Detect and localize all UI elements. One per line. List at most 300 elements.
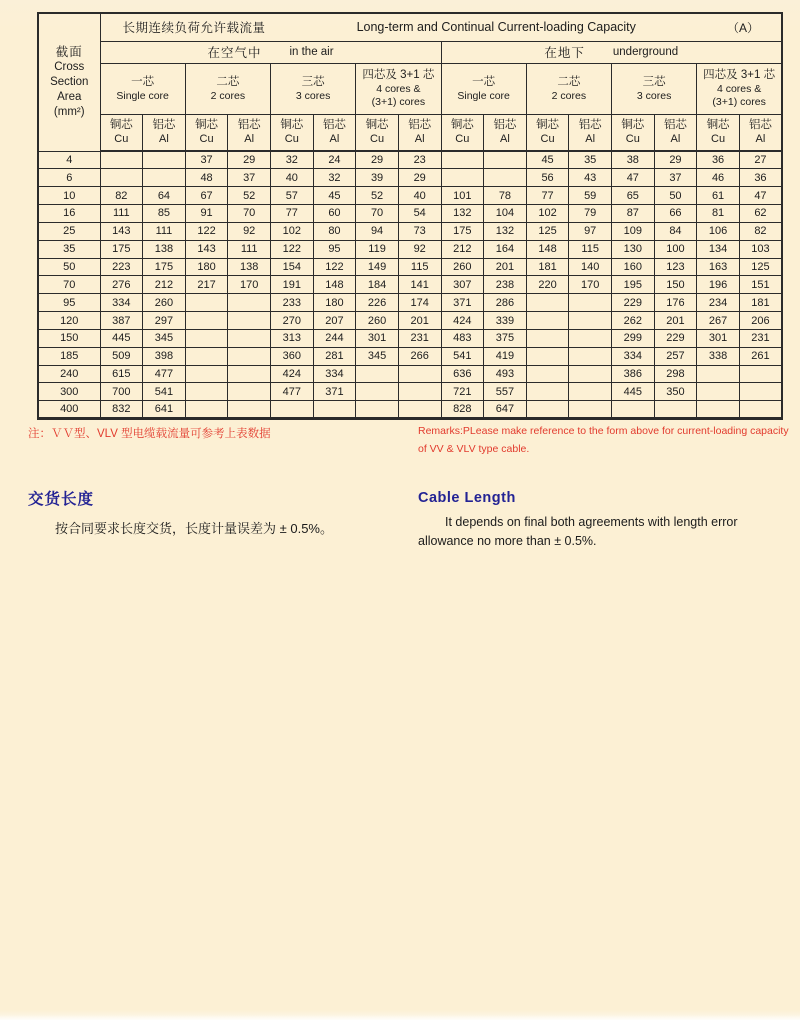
capacity-value: 371 xyxy=(313,383,356,401)
capacity-value: 386 xyxy=(612,365,655,383)
capacity-value: 615 xyxy=(100,365,143,383)
capacity-value: 37 xyxy=(185,151,228,169)
cross-section-value: 95 xyxy=(38,294,100,312)
cross-section-value: 4 xyxy=(38,151,100,169)
table-row xyxy=(38,365,782,383)
capacity-value: 67 xyxy=(185,187,228,205)
core-type-label-cn: 一芯 xyxy=(131,75,155,88)
capacity-value: 148 xyxy=(313,276,356,294)
conductor-label-en: Al xyxy=(159,133,169,146)
conductor-label-cn: 铜芯 xyxy=(621,119,645,132)
capacity-value: 79 xyxy=(569,205,612,223)
capacity-value: 261 xyxy=(739,347,782,365)
conductor-label-en: Cu xyxy=(370,133,385,146)
capacity-value: 29 xyxy=(356,151,399,169)
conductor-label-cn: 铝芯 xyxy=(578,119,602,132)
capacity-value: 700 xyxy=(100,383,143,401)
conductor-header xyxy=(398,114,441,151)
capacity-value xyxy=(569,401,612,419)
capacity-value: 115 xyxy=(398,258,441,276)
capacity-value: 206 xyxy=(739,312,782,330)
capacity-value xyxy=(526,383,569,401)
capacity-value: 141 xyxy=(398,276,441,294)
cross-section-value: 150 xyxy=(38,329,100,347)
core-type-header xyxy=(271,63,356,114)
capacity-value: 102 xyxy=(526,205,569,223)
core-type-label-en: (3+1) cores xyxy=(712,96,766,108)
capacity-value: 52 xyxy=(356,187,399,205)
capacity-value: 175 xyxy=(100,240,143,258)
table-title-en: Long-term and Continual Current-loading Capacity xyxy=(356,20,636,35)
capacity-value: 424 xyxy=(441,312,484,330)
capacity-value xyxy=(526,365,569,383)
capacity-value: 262 xyxy=(612,312,655,330)
capacity-value: 298 xyxy=(654,365,697,383)
conductor-header xyxy=(654,114,697,151)
core-type-label-cn: 三芯 xyxy=(642,75,666,88)
env-air-en: in the air xyxy=(289,46,334,58)
capacity-value: 281 xyxy=(313,347,356,365)
conductor-header xyxy=(697,114,740,151)
capacity-value xyxy=(398,383,441,401)
core-type-label-en: 2 cores xyxy=(210,89,246,102)
capacity-value: 143 xyxy=(185,240,228,258)
cross-section-value: 50 xyxy=(38,258,100,276)
capacity-value: 70 xyxy=(228,205,271,223)
cross-section-value: 10 xyxy=(38,187,100,205)
capacity-value: 229 xyxy=(654,329,697,347)
cross-section-value: 300 xyxy=(38,383,100,401)
capacity-value: 56 xyxy=(526,169,569,187)
capacity-value: 212 xyxy=(441,240,484,258)
capacity-value: 170 xyxy=(228,276,271,294)
remarks-en-line1: Remarks:PLease make reference to the form above for current-loading capacity xyxy=(418,425,789,437)
capacity-table xyxy=(37,12,783,420)
conductor-label-cn: 铜芯 xyxy=(195,119,219,132)
capacity-value: 375 xyxy=(484,329,527,347)
capacity-value: 175 xyxy=(441,222,484,240)
core-type-label-cn: 四芯及 3+1 芯 xyxy=(362,69,435,81)
capacity-value xyxy=(228,401,271,419)
table-title-unit: （A） xyxy=(726,20,759,35)
capacity-value xyxy=(526,401,569,419)
capacity-value: 541 xyxy=(441,347,484,365)
capacity-value: 106 xyxy=(697,222,740,240)
conductor-header xyxy=(484,114,527,151)
capacity-value: 82 xyxy=(100,187,143,205)
page-bottom-edge xyxy=(0,1015,800,1020)
table-row xyxy=(38,151,782,169)
conductor-label-en: Al xyxy=(670,133,681,146)
capacity-value xyxy=(569,347,612,365)
capacity-value: 119 xyxy=(356,240,399,258)
core-type-label-en: (3+1) cores xyxy=(371,96,426,108)
conductor-label-cn: 铜芯 xyxy=(109,119,133,132)
capacity-value: 180 xyxy=(185,258,228,276)
cross-section-unit: (mm²) xyxy=(53,105,85,118)
capacity-value xyxy=(654,401,697,419)
capacity-value: 175 xyxy=(143,258,186,276)
capacity-value: 104 xyxy=(484,205,527,223)
capacity-value: 828 xyxy=(441,401,484,419)
table-row xyxy=(38,347,782,365)
capacity-value: 143 xyxy=(100,222,143,240)
capacity-value: 641 xyxy=(143,401,186,419)
core-type-label-cn: 一芯 xyxy=(472,75,496,88)
capacity-value: 59 xyxy=(569,187,612,205)
env-air-header xyxy=(100,41,441,63)
capacity-value: 260 xyxy=(441,258,484,276)
capacity-value: 122 xyxy=(271,240,314,258)
conductor-label-en: Al xyxy=(414,133,425,146)
conductor-label-en: Al xyxy=(244,133,255,146)
capacity-value: 181 xyxy=(526,258,569,276)
capacity-value xyxy=(569,383,612,401)
conductor-header xyxy=(100,114,143,151)
conductor-label-cn: 铜芯 xyxy=(280,119,304,132)
capacity-value: 95 xyxy=(313,240,356,258)
capacity-value: 350 xyxy=(654,383,697,401)
capacity-value: 184 xyxy=(356,276,399,294)
capacity-value: 125 xyxy=(739,258,782,276)
capacity-value xyxy=(356,401,399,419)
capacity-value xyxy=(185,329,228,347)
table-row xyxy=(38,222,782,240)
capacity-value: 73 xyxy=(398,222,441,240)
env-air-cn: 在空气中 xyxy=(207,46,262,60)
capacity-value: 721 xyxy=(441,383,484,401)
cable-length-title-cn: 交货长度 xyxy=(28,491,95,508)
cross-section-value: 35 xyxy=(38,240,100,258)
capacity-value xyxy=(569,312,612,330)
capacity-value: 220 xyxy=(526,276,569,294)
table-row xyxy=(38,276,782,294)
core-type-label-cn: 二芯 xyxy=(557,75,581,88)
capacity-value: 138 xyxy=(143,240,186,258)
conductor-label-en: Cu xyxy=(284,133,299,146)
capacity-value: 50 xyxy=(654,187,697,205)
core-type-header xyxy=(612,63,697,114)
core-type-label-en: 2 cores xyxy=(551,89,587,102)
capacity-value xyxy=(526,347,569,365)
capacity-value: 70 xyxy=(356,205,399,223)
capacity-value xyxy=(398,401,441,419)
capacity-value: 64 xyxy=(143,187,186,205)
core-type-header xyxy=(441,63,526,114)
cross-section-value: 6 xyxy=(38,169,100,187)
conductor-header xyxy=(185,114,228,151)
capacity-value: 445 xyxy=(100,329,143,347)
capacity-value: 229 xyxy=(612,294,655,312)
capacity-value: 82 xyxy=(739,222,782,240)
capacity-value: 132 xyxy=(441,205,484,223)
capacity-value xyxy=(612,401,655,419)
capacity-value: 509 xyxy=(100,347,143,365)
capacity-value: 270 xyxy=(271,312,314,330)
capacity-value: 39 xyxy=(356,169,399,187)
capacity-value: 299 xyxy=(612,329,655,347)
remarks-en-line2: of VV & VLV type cable. xyxy=(418,443,530,455)
capacity-value: 164 xyxy=(484,240,527,258)
capacity-value xyxy=(356,383,399,401)
capacity-value: 103 xyxy=(739,240,782,258)
capacity-value xyxy=(697,365,740,383)
conductor-header-row xyxy=(38,114,782,151)
capacity-value xyxy=(100,169,143,187)
capacity-value: 40 xyxy=(271,169,314,187)
note-cn: 注：ＶＶ型、VLV 型电缆载流量可参考上表数据 xyxy=(28,428,271,440)
env-underground-en: underground xyxy=(612,46,679,58)
capacity-value: 339 xyxy=(484,312,527,330)
capacity-value xyxy=(185,383,228,401)
conductor-label-cn: 铝芯 xyxy=(408,119,432,132)
capacity-value: 35 xyxy=(569,151,612,169)
capacity-value: 115 xyxy=(569,240,612,258)
capacity-value: 37 xyxy=(654,169,697,187)
capacity-value: 134 xyxy=(697,240,740,258)
capacity-value: 111 xyxy=(100,205,143,223)
conductor-header xyxy=(356,114,399,151)
capacity-value: 195 xyxy=(612,276,655,294)
core-type-label-cn: 四芯及 3+1 芯 xyxy=(703,69,776,81)
capacity-value: 57 xyxy=(271,187,314,205)
capacity-value: 387 xyxy=(100,312,143,330)
capacity-value: 81 xyxy=(697,205,740,223)
conductor-header xyxy=(441,114,484,151)
conductor-label-cn: 铜芯 xyxy=(706,119,730,132)
conductor-header xyxy=(313,114,356,151)
capacity-value: 201 xyxy=(654,312,697,330)
capacity-value: 77 xyxy=(526,187,569,205)
capacity-value: 65 xyxy=(612,187,655,205)
capacity-value: 87 xyxy=(612,205,655,223)
capacity-value: 260 xyxy=(143,294,186,312)
capacity-value: 80 xyxy=(313,222,356,240)
conductor-header xyxy=(739,114,782,151)
capacity-value: 92 xyxy=(398,240,441,258)
conductor-label-cn: 铝芯 xyxy=(493,119,517,132)
conductor-label-cn: 铝芯 xyxy=(237,119,261,132)
conductor-header xyxy=(271,114,314,151)
capacity-value xyxy=(185,401,228,419)
capacity-value: 163 xyxy=(697,258,740,276)
cable-length-body-cn: 按合同要求长度交货，长度计量误差为 ± 0.5%。 xyxy=(55,521,333,536)
capacity-value: 201 xyxy=(398,312,441,330)
capacity-value: 231 xyxy=(739,329,782,347)
conductor-header xyxy=(612,114,655,151)
capacity-value: 181 xyxy=(739,294,782,312)
capacity-value: 832 xyxy=(100,401,143,419)
table-row xyxy=(38,240,782,258)
capacity-value: 66 xyxy=(654,205,697,223)
capacity-value xyxy=(398,365,441,383)
capacity-value: 217 xyxy=(185,276,228,294)
capacity-value xyxy=(228,294,271,312)
conductor-label-en: Cu xyxy=(455,133,470,146)
table-row xyxy=(38,258,782,276)
capacity-value: 111 xyxy=(143,222,186,240)
capacity-value: 266 xyxy=(398,347,441,365)
capacity-value: 102 xyxy=(271,222,314,240)
conductor-header xyxy=(228,114,271,151)
cross-section-header xyxy=(38,13,100,151)
capacity-value xyxy=(739,383,782,401)
capacity-value: 43 xyxy=(569,169,612,187)
capacity-table-container xyxy=(37,12,783,420)
capacity-value xyxy=(569,294,612,312)
capacity-value: 493 xyxy=(484,365,527,383)
capacity-value: 260 xyxy=(356,312,399,330)
conductor-label-en: Cu xyxy=(199,133,214,146)
capacity-value: 223 xyxy=(100,258,143,276)
capacity-value: 61 xyxy=(697,187,740,205)
capacity-value xyxy=(185,365,228,383)
core-type-header xyxy=(100,63,185,114)
capacity-value: 125 xyxy=(526,222,569,240)
table-row xyxy=(38,329,782,347)
capacity-value: 201 xyxy=(484,258,527,276)
core-type-label-cn: 三芯 xyxy=(301,75,325,88)
cable-length-body-en-line2: allowance no more than ± 0.5%. xyxy=(418,534,597,548)
capacity-value: 149 xyxy=(356,258,399,276)
capacity-value: 313 xyxy=(271,329,314,347)
conductor-label-en: Cu xyxy=(114,133,129,146)
capacity-value: 29 xyxy=(228,151,271,169)
capacity-value: 424 xyxy=(271,365,314,383)
conductor-label-en: Al xyxy=(755,133,766,146)
core-type-label-en: Single core xyxy=(116,89,169,102)
core-type-header xyxy=(526,63,611,114)
capacity-value: 557 xyxy=(484,383,527,401)
core-type-label-cn: 二芯 xyxy=(216,75,240,88)
capacity-value: 122 xyxy=(313,258,356,276)
capacity-value: 191 xyxy=(271,276,314,294)
table-row xyxy=(38,205,782,223)
capacity-value: 32 xyxy=(313,169,356,187)
capacity-value: 46 xyxy=(697,169,740,187)
capacity-value xyxy=(313,401,356,419)
capacity-value: 97 xyxy=(569,222,612,240)
capacity-value: 94 xyxy=(356,222,399,240)
table-title-row xyxy=(38,13,782,41)
cross-section-value: 25 xyxy=(38,222,100,240)
conductor-label-en: Al xyxy=(329,133,340,146)
capacity-value xyxy=(697,401,740,419)
cross-section-value: 120 xyxy=(38,312,100,330)
capacity-value: 636 xyxy=(441,365,484,383)
conductor-label-cn: 铝芯 xyxy=(322,119,346,132)
capacity-value: 111 xyxy=(228,240,271,258)
capacity-value: 123 xyxy=(654,258,697,276)
table-row xyxy=(38,401,782,419)
capacity-value: 40 xyxy=(398,187,441,205)
capacity-value xyxy=(526,312,569,330)
cross-section-label-en3: Area xyxy=(57,90,82,103)
capacity-value: 180 xyxy=(313,294,356,312)
capacity-value xyxy=(569,365,612,383)
conductor-header xyxy=(526,114,569,151)
capacity-value: 338 xyxy=(697,347,740,365)
cross-section-value: 400 xyxy=(38,401,100,419)
capacity-value: 45 xyxy=(526,151,569,169)
capacity-value: 132 xyxy=(484,222,527,240)
capacity-value: 301 xyxy=(356,329,399,347)
conductor-label-en: Cu xyxy=(625,133,640,146)
capacity-value: 234 xyxy=(697,294,740,312)
conductor-label-cn: 铝芯 xyxy=(663,119,687,132)
capacity-value: 84 xyxy=(654,222,697,240)
capacity-value: 307 xyxy=(441,276,484,294)
conductor-label-cn: 铜芯 xyxy=(450,119,474,132)
conductor-label-cn: 铜芯 xyxy=(536,119,560,132)
capacity-value: 398 xyxy=(143,347,186,365)
table-row xyxy=(38,383,782,401)
capacity-value: 150 xyxy=(654,276,697,294)
env-underground-header xyxy=(441,41,782,63)
core-type-label-en: 3 cores xyxy=(636,89,672,102)
capacity-value: 212 xyxy=(143,276,186,294)
cross-section-label-en1: Cross xyxy=(54,60,85,73)
conductor-header xyxy=(569,114,612,151)
capacity-value: 78 xyxy=(484,187,527,205)
capacity-value xyxy=(228,312,271,330)
capacity-value: 345 xyxy=(143,329,186,347)
capacity-value xyxy=(697,383,740,401)
capacity-value xyxy=(356,365,399,383)
capacity-value: 27 xyxy=(739,151,782,169)
capacity-value xyxy=(271,401,314,419)
capacity-value: 77 xyxy=(271,205,314,223)
conductor-header xyxy=(143,114,186,151)
capacity-value: 231 xyxy=(398,329,441,347)
capacity-value: 276 xyxy=(100,276,143,294)
capacity-value: 151 xyxy=(739,276,782,294)
capacity-value: 47 xyxy=(739,187,782,205)
capacity-value: 91 xyxy=(185,205,228,223)
capacity-value: 345 xyxy=(356,347,399,365)
core-type-label-en: 4 cores & xyxy=(716,83,762,95)
capacity-value: 334 xyxy=(612,347,655,365)
capacity-value: 100 xyxy=(654,240,697,258)
cross-section-label-cn: 截面 xyxy=(55,44,83,59)
capacity-value: 160 xyxy=(612,258,655,276)
core-type-header xyxy=(356,63,441,114)
table-title-cell xyxy=(100,13,782,41)
capacity-value: 174 xyxy=(398,294,441,312)
capacity-value xyxy=(484,151,527,169)
capacity-value: 257 xyxy=(654,347,697,365)
capacity-value: 29 xyxy=(398,169,441,187)
capacity-value: 238 xyxy=(484,276,527,294)
capacity-value xyxy=(228,383,271,401)
capacity-value: 170 xyxy=(569,276,612,294)
capacity-value: 334 xyxy=(100,294,143,312)
capacity-value xyxy=(143,169,186,187)
table-body xyxy=(38,151,782,419)
conductor-label-en: Al xyxy=(585,133,596,146)
table-row xyxy=(38,187,782,205)
capacity-value xyxy=(143,151,186,169)
capacity-value: 36 xyxy=(739,169,782,187)
cable-length-body-en-line1: It depends on final both agreements with length error xyxy=(445,515,738,529)
cross-section-value: 16 xyxy=(38,205,100,223)
capacity-value: 196 xyxy=(697,276,740,294)
capacity-value: 647 xyxy=(484,401,527,419)
capacity-value: 233 xyxy=(271,294,314,312)
capacity-value: 109 xyxy=(612,222,655,240)
capacity-value: 286 xyxy=(484,294,527,312)
capacity-value: 101 xyxy=(441,187,484,205)
